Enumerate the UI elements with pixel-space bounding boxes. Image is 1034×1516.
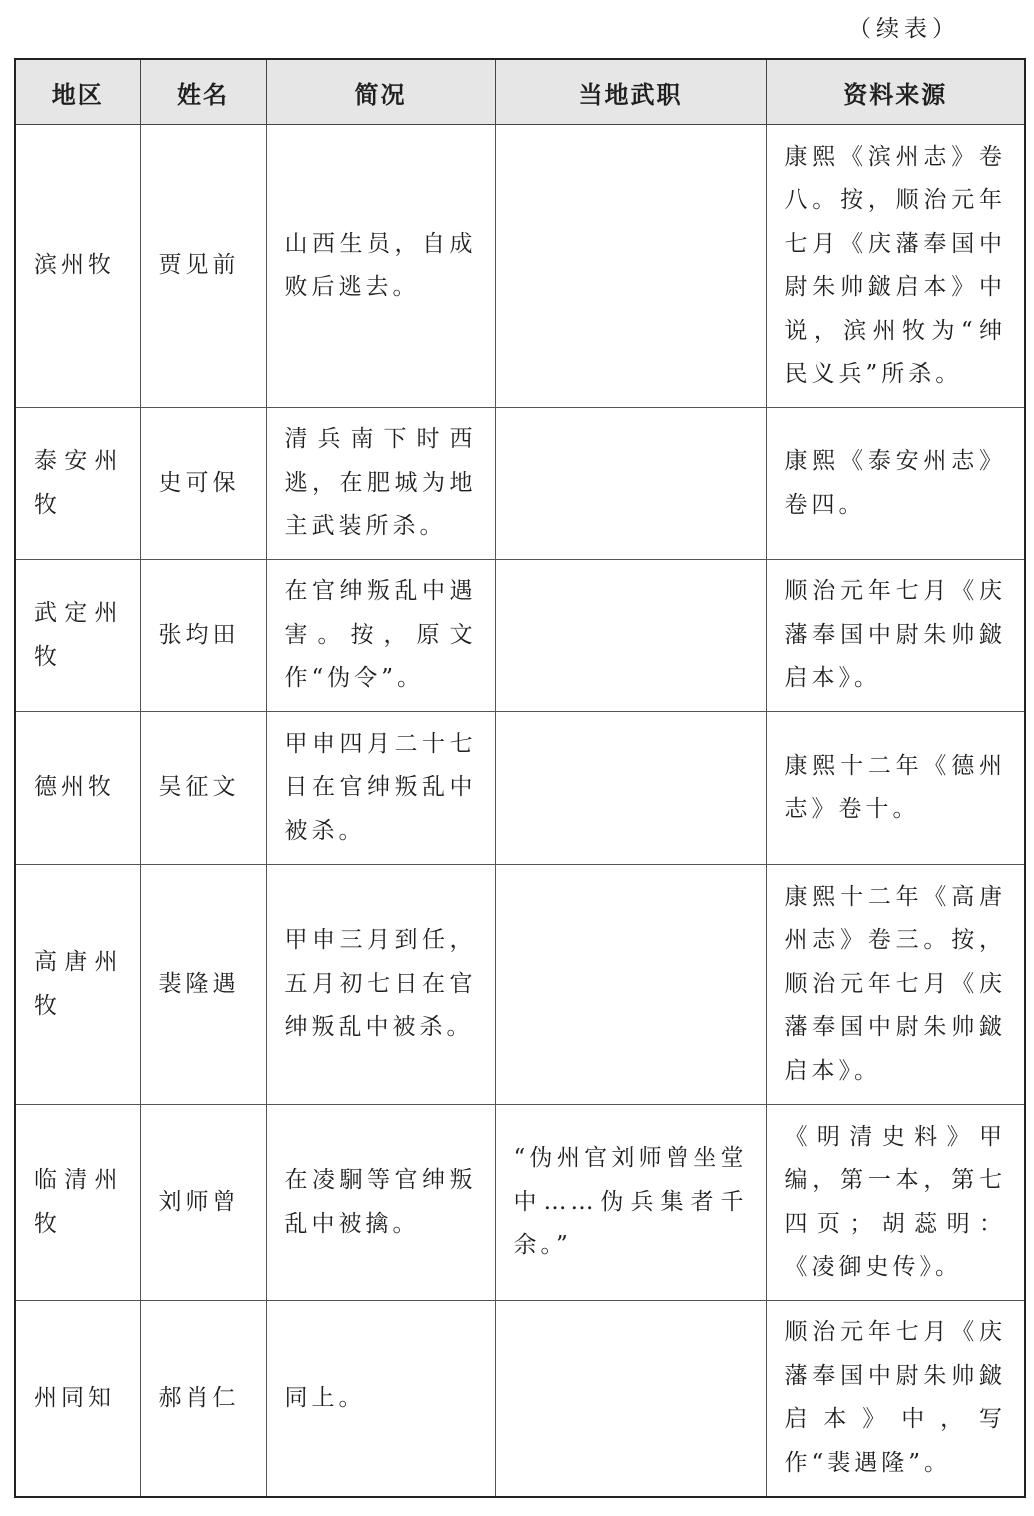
cell-summary: 山西生员，自成败后逃去。 bbox=[266, 125, 495, 408]
cell-local-post bbox=[495, 865, 766, 1105]
cell-source: 康熙《泰安州志》卷四。 bbox=[766, 408, 1025, 560]
table-row bbox=[15, 712, 1025, 865]
cell-summary: 甲申四月二十七日在官绅叛乱中被杀。 bbox=[266, 712, 495, 865]
header-summary: 简况 bbox=[266, 59, 495, 125]
cell-summary: 在凌駉等官绅叛乱中被擒。 bbox=[266, 1105, 495, 1301]
table-header-row bbox=[15, 59, 1025, 125]
cell-local-post bbox=[495, 712, 766, 865]
table-row bbox=[15, 1301, 1025, 1497]
cell-summary: 清兵南下时西逃，在肥城为地主武装所杀。 bbox=[266, 408, 495, 560]
cell-region: 州同知 bbox=[15, 1301, 140, 1497]
cell-region: 高唐州牧 bbox=[15, 865, 140, 1105]
cell-source: 顺治元年七月《庆藩奉国中尉朱帅𨨏启本》。 bbox=[766, 560, 1025, 712]
cell-local-post bbox=[495, 560, 766, 712]
cell-name: 裴隆遇 bbox=[140, 865, 266, 1105]
cell-name: 郝肖仁 bbox=[140, 1301, 266, 1497]
table-row bbox=[15, 1105, 1025, 1301]
cell-summary: 同上。 bbox=[266, 1301, 495, 1497]
cell-name: 张均田 bbox=[140, 560, 266, 712]
cell-name: 贾见前 bbox=[140, 125, 266, 408]
header-region: 地区 bbox=[15, 59, 140, 125]
cell-summary: 甲申三月到任，五月初七日在官绅叛乱中被杀。 bbox=[266, 865, 495, 1105]
cell-region: 德州牧 bbox=[15, 712, 140, 865]
cell-summary: 在官绅叛乱中遇害。按，原文作“伪令”。 bbox=[266, 560, 495, 712]
header-source: 资料来源 bbox=[766, 59, 1025, 125]
cell-local-post bbox=[495, 125, 766, 408]
officials-table bbox=[14, 58, 1026, 1498]
cell-source: 康熙《滨州志》卷八。按，顺治元年七月《庆藩奉国中尉朱帅𨨏启本》中说，滨州牧为“绅民义兵”所杀。 bbox=[766, 125, 1025, 408]
cell-region: 泰安州牧 bbox=[15, 408, 140, 560]
table-row bbox=[15, 408, 1025, 560]
cell-source: 康熙十二年《高唐州志》卷三。按，顺治元年七月《庆藩奉国中尉朱帅𨨏启本》。 bbox=[766, 865, 1025, 1105]
cell-source: 《明清史料》甲编，第一本，第七四页；胡蕊明：《凌御史传》。 bbox=[766, 1105, 1025, 1301]
table-row bbox=[15, 125, 1025, 408]
cell-local-post bbox=[495, 1301, 766, 1497]
cell-name: 史可保 bbox=[140, 408, 266, 560]
cell-name: 刘师曾 bbox=[140, 1105, 266, 1301]
table-row bbox=[15, 865, 1025, 1105]
cell-local-post: “伪州官刘师曾坐堂中……伪兵集者千余。” bbox=[495, 1105, 766, 1301]
header-name: 姓名 bbox=[140, 59, 266, 125]
cell-region: 滨州牧 bbox=[15, 125, 140, 408]
continued-label: （续表） bbox=[848, 16, 960, 42]
cell-name: 吴征文 bbox=[140, 712, 266, 865]
cell-local-post bbox=[495, 408, 766, 560]
table-row bbox=[15, 560, 1025, 712]
cell-source: 康熙十二年《德州志》卷十。 bbox=[766, 712, 1025, 865]
cell-region: 武定州牧 bbox=[15, 560, 140, 712]
cell-source: 顺治元年七月《庆藩奉国中尉朱帅𨨏启本》中，写作“裴遇隆”。 bbox=[784, 1319, 1006, 1476]
cell-region: 临清州牧 bbox=[15, 1105, 140, 1301]
header-local-post: 当地武职 bbox=[495, 59, 766, 125]
